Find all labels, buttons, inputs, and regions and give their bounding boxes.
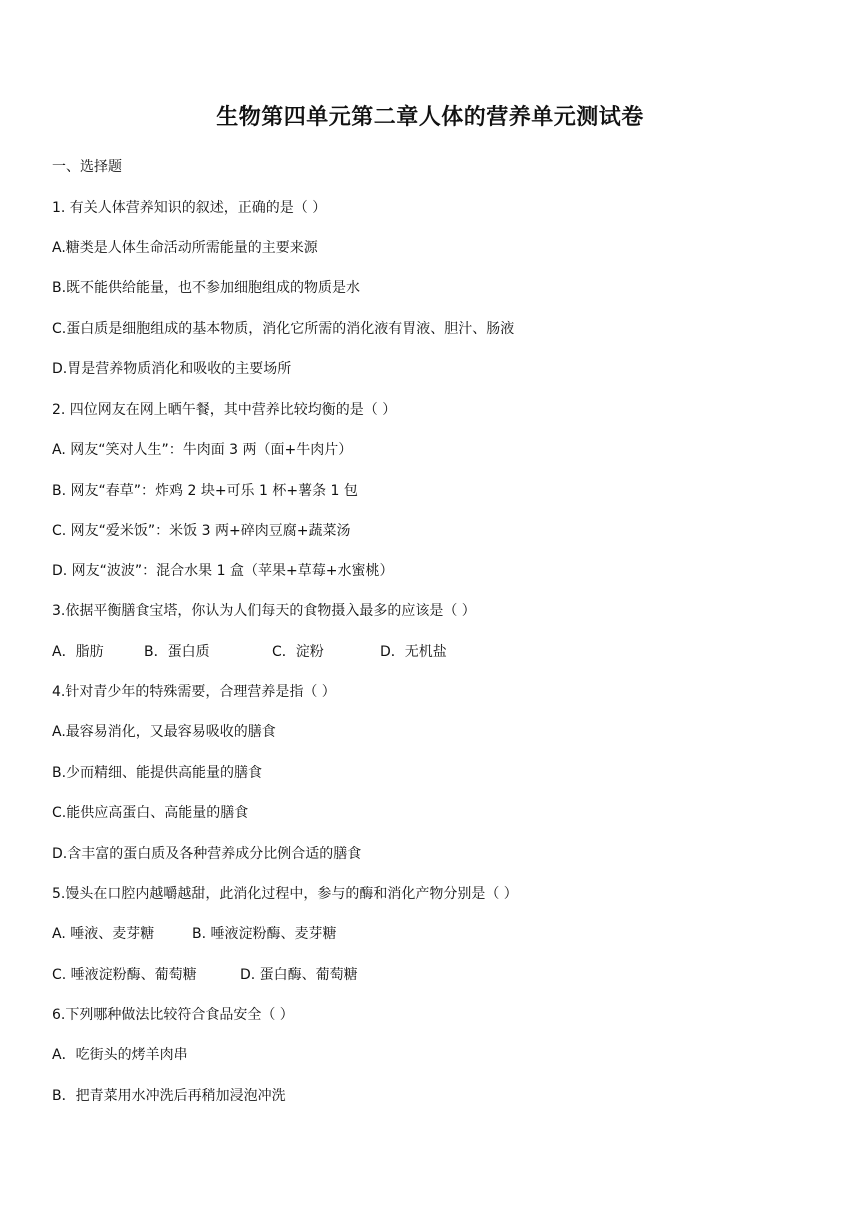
- question-5-option-b: B. 唾液淀粉酶、麦芽糖: [192, 926, 337, 942]
- question-6-option-b: B．把青菜用水冲洗后再稍加浸泡冲洗: [52, 1088, 286, 1104]
- question-5-options-row-1: [52, 924, 412, 944]
- question-3-option-d: D．无机盐: [380, 644, 447, 660]
- question-2-stem: 2. 四位网友在网上晒午餐，其中营养比较均衡的是（ ）: [52, 402, 397, 418]
- question-4-option-b: B.少而精细、能提供高能量的膳食: [52, 765, 263, 781]
- question-3-options: [52, 642, 492, 662]
- question-4-option-d: D.含丰富的蛋白质及各种营养成分比例合适的膳食: [52, 846, 362, 862]
- question-2-option-d: D. 网友“波波”：混合水果 1 盒（苹果+草莓+水蜜桃）: [52, 563, 394, 579]
- question-5-option-c: C. 唾液淀粉酶、葡萄糖: [52, 967, 197, 983]
- question-5-options-row-2: [52, 965, 412, 985]
- question-3-option-c: C．淀粉: [272, 644, 324, 660]
- question-5-option-a: A. 唾液、麦芽糖: [52, 926, 155, 942]
- question-3-option-a: A．脂肪: [52, 644, 104, 660]
- question-1-option-d: D.胃是营养物质消化和吸收的主要场所: [52, 361, 292, 377]
- question-6-stem: 6.下列哪种做法比较符合食品安全（ ）: [52, 1007, 294, 1023]
- question-1-option-c: C.蛋白质是细胞组成的基本物质，消化它所需的消化液有胃液、胆汁、肠液: [52, 321, 515, 337]
- question-6-option-a: A．吃街头的烤羊肉串: [52, 1047, 188, 1063]
- question-2-option-a: A. 网友“笑对人生”：牛肉面 3 两（面+牛肉片）: [52, 442, 353, 458]
- question-4-option-c: C.能供应高蛋白、高能量的膳食: [52, 805, 249, 821]
- question-2-option-b: B. 网友“春草”：炸鸡 2 块+可乐 1 杯+薯条 1 包: [52, 483, 358, 499]
- question-4-option-a: A.最容易消化，又最容易吸收的膳食: [52, 724, 276, 740]
- question-5-option-d: D. 蛋白酶、葡萄糖: [240, 967, 358, 983]
- question-4-stem: 4.针对青少年的特殊需要，合理营养是指（ ）: [52, 684, 336, 700]
- question-2-option-c: C. 网友“爱米饭”：米饭 3 两+碎肉豆腐+蔬菜汤: [52, 523, 351, 539]
- question-3-stem: 3.依据平衡膳食宝塔，你认为人们每天的食物摄入最多的应该是（ ）: [52, 603, 476, 619]
- section-heading: 一、选择题: [52, 159, 122, 175]
- question-1-option-a: A.糖类是人体生命活动所需能量的主要来源: [52, 240, 318, 256]
- question-5-stem: 5.馒头在口腔内越嚼越甜，此消化过程中，参与的酶和消化产物分别是（ ）: [52, 886, 518, 902]
- question-1-option-b: B.既不能供给能量，也不参加细胞组成的物质是水: [52, 280, 361, 296]
- question-1-stem: 1. 有关人体营养知识的叙述，正确的是（ ）: [52, 200, 327, 216]
- question-3-option-b: B．蛋白质: [144, 644, 210, 660]
- document-title: 生物第四单元第二章人体的营养单元测试卷: [216, 105, 644, 130]
